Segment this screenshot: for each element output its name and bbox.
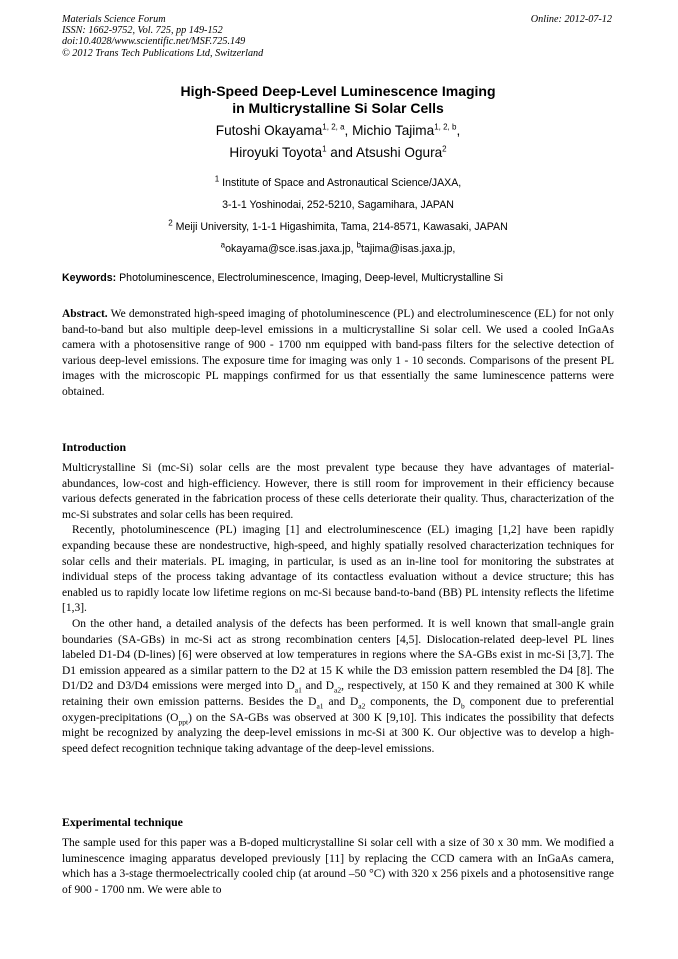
author-list (62, 120, 614, 164)
p3-text-f: component due to preferential oxygen-precipitations (O (62, 695, 614, 724)
experimental-heading: Experimental technique (62, 815, 183, 829)
copyright-line: © 2012 Trans Tech Publications Ltd, Switzerland (62, 47, 264, 59)
affiliation-1-text: Institute of Space and Astronautical Science/JAXA, (219, 177, 462, 189)
email-a-mark: a (220, 240, 226, 250)
authors-line-2 (62, 142, 614, 164)
p3-sub-4: a2 (358, 701, 366, 711)
author-1: Futoshi Okayama (215, 123, 323, 138)
p3-text-g: ) on the SA-GBs was observed at 300 K [9,10]. This indicates the possibility that defects might be recognized by analyzing the deep-level emissions in mc-Si at 300 K. Our objective was to develop a high-speed defect recognition technique taking advantage of the deep-level emissions. (62, 711, 614, 755)
intro-paragraph-1: Multicrystalline Si (mc-Si) solar cells are the most prevalent type because they have advantages of material-abundances, low-cost and high-efficiency. However, there is still room for improvement in their efficiency because various defects generated in the fabrication process of these cells deteriorate their quality. Thus, characterization of the mc-Si substrates and solar cells has been required. (62, 462, 614, 521)
affiliation-2 (62, 216, 614, 238)
abstract-label: Abstract. (62, 308, 108, 320)
journal-header (62, 14, 263, 59)
author-4-affil: 2 (442, 144, 447, 154)
paper-title (62, 83, 614, 117)
email-a[interactable]: okayama@sce.isas.jaxa.jp, (225, 243, 357, 255)
online-date: Online: 2012-07-12 (530, 14, 612, 25)
author-2: , Michio Tajima (344, 123, 435, 138)
exp-paragraph-1: The sample used for this paper was a B-doped multicrystalline Si solar cell with a size of 30 x 30 mm. We modified a luminescence imaging apparatus developed previously [11] by replacing the CCD camera with an InGaAs camera, which has a 3-stage thermoelectrically cooled chip (at around –50 °C) with 320 x 256 pixels and a photosensitive range of 900 - 1700 nm. We were able to (62, 837, 614, 896)
keywords-label: Keywords: (62, 272, 117, 284)
p3-text-c: , respectively, at 150 K and they remained at 300 K while retaining their own emission patterns. Besides the D (62, 680, 614, 708)
p3-text-b: and D (301, 680, 335, 693)
affiliation-2-mark: 2 (168, 218, 173, 228)
author-2-affil: 1, 2, b (434, 122, 457, 132)
intro-paragraph-3 (62, 617, 614, 757)
author-emails (62, 238, 614, 260)
p3-sub-3: a1 (316, 701, 324, 711)
p3-text-e: components, the D (365, 695, 461, 708)
affiliation-2-text: Meiji University, 1-1-1 Higashimita, Tama, 214-8571, Kawasaki, JAPAN (172, 221, 508, 233)
keywords (62, 271, 614, 285)
doi-line: doi:10.4028/www.scientific.net/MSF.725.149 (62, 36, 246, 48)
author-4: and Atsushi Ogura (326, 145, 443, 160)
abstract (62, 307, 614, 401)
intro-paragraph-2: Recently, photoluminescence (PL) imaging [1] and electroluminescence (EL) imaging [1,2] have been rapidly expanding because these are nondestructive, high-speed, and highly spatially resolved characterization techniques for solar cells and their materials. PL imaging, in particular, is used as an in-line tool for monitoring the substrates at individual steps of the process taking advantage of its contactless evaluation without a device structure; this has enabled us to rapidly locate low lifetime regions on mc-Si because band-to-band (BB) PL intensity reflects the lifetime [1,3]. (62, 524, 614, 615)
p3-text-d: and D (323, 695, 359, 708)
title-line-1: High-Speed Deep-Level Luminescence Imaging (180, 83, 496, 99)
p3-text-a: On the other hand, a detailed analysis of the defects has been performed. It is well known that small-angle grain boundaries (SA-GBs) in mc-Si act as strong recombination centers [4,5]. Dislocation-related deep-level PL lines labeled D1-D4 (D-lines) [6] were observed at low temperatures in regions where the SA-GBs exist in mc-Si [3,7]. The D1 emission appeared as a similar pattern to the D2 at 15 K while the D3 emission pattern resembled the D4 [8]. The D1/D2 and D3/D4 emissions were merged into D (62, 617, 614, 693)
author-2-tail: , (456, 123, 461, 138)
author-3: Hiroyuki Toyota (229, 145, 323, 160)
email-b-mark: b (356, 240, 361, 250)
issn-line: ISSN: 1662-9752, Vol. 725, pp 149-152 (62, 25, 223, 37)
keywords-text: Photoluminescence, Electroluminescence, Imaging, Deep-level, Multicrystalline Si (116, 272, 504, 284)
title-line-2: in Multicrystalline Si Solar Cells (232, 100, 444, 116)
affiliation-1-mark: 1 (214, 174, 220, 184)
affiliations (62, 172, 614, 260)
journal-name: Materials Science Forum (62, 14, 166, 25)
p3-sub-2: a2 (334, 685, 342, 695)
p3-sub-6: ppt (178, 716, 189, 726)
abstract-text: We demonstrated high-speed imaging of photoluminescence (PL) and electroluminescence (EL) for not only band-to-band but also multiple deep-level emissions in a multicrystalline Si solar cell. We used a cooled InGaAs camera with a photosensitive range of 900 - 1700 nm equipped with band-pass filters for the selective detection of various deep-level emissions. The exposure time for imaging was only 1 - 10 seconds. Comparisons of the present PL images with the microscopic PL mappings confirmed for us that essentially the same luminescence patterns were obtained. (62, 308, 614, 398)
introduction-body (62, 461, 614, 757)
p3-sub-1: a1 (294, 685, 302, 695)
experimental-body (62, 836, 614, 898)
introduction-heading: Introduction (62, 440, 127, 454)
affiliation-1 (62, 172, 614, 194)
authors-line-1 (62, 120, 614, 142)
author-3-affil: 1 (322, 144, 327, 154)
affiliation-1-address: 3-1-1 Yoshinodai, 252-5210, Sagamihara, JAPAN (222, 199, 454, 211)
email-b[interactable]: tajima@isas.jaxa.jp, (361, 243, 456, 255)
author-1-affil: 1, 2, a (322, 122, 345, 132)
p3-sub-5: b (460, 701, 465, 711)
